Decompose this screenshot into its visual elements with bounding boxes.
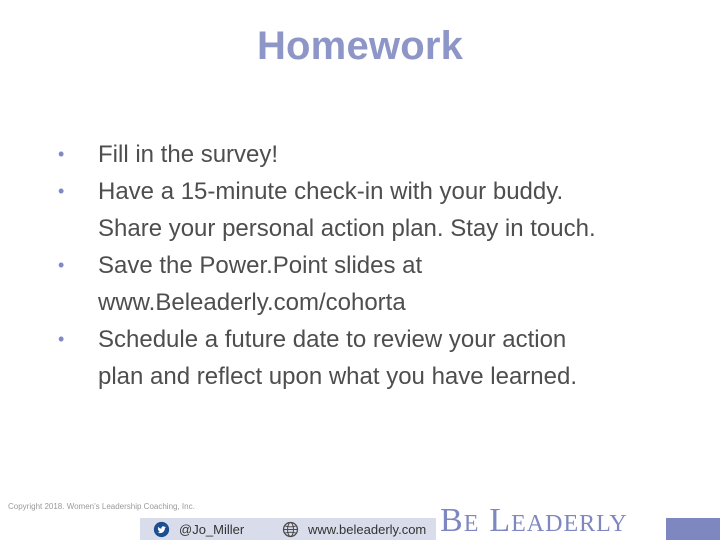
be-leaderly-logo — [440, 502, 628, 540]
logo-letter: L — [489, 502, 512, 539]
logo-letters: EADERLY — [511, 511, 628, 537]
footer-accent-block — [666, 518, 720, 540]
bullet-line: Share your personal action plan. Stay in touch. — [98, 215, 596, 242]
logo-letter: B — [440, 502, 464, 539]
website-contact — [282, 518, 426, 540]
homework-bullet-list — [58, 136, 698, 395]
bullet-icon: • — [58, 144, 65, 164]
bullet-line: Schedule a future date to review your action — [98, 326, 567, 353]
website-link[interactable]: www.beleaderly.com — [308, 521, 427, 537]
bullet-line: www.Beleaderly.com/cohorta — [98, 289, 406, 316]
bullet-line: Have a 15-minute check-in with your buddy. — [98, 178, 564, 205]
footer-contact-bar — [140, 518, 436, 540]
bullet-item-survey — [58, 136, 698, 173]
copyright-text: Copyright 2018. Women's Leadership Coaching, Inc. — [8, 502, 195, 511]
bullet-item-check-in — [58, 173, 698, 247]
bullet-line: Fill in the survey! — [98, 141, 279, 168]
bullet-item-save-slides — [58, 247, 698, 321]
bullet-icon: • — [58, 329, 65, 349]
bullet-icon: • — [58, 255, 65, 275]
bullet-line: plan and reflect upon what you have learned. — [98, 363, 578, 390]
slide-title: Homework — [256, 24, 464, 68]
bullet-icon: • — [58, 181, 65, 201]
globe-icon — [282, 521, 299, 538]
twitter-contact — [153, 518, 244, 540]
bullet-line: Save the Power.Point slides at — [98, 252, 423, 279]
twitter-icon — [153, 521, 170, 538]
twitter-handle[interactable]: @Jo_Miller — [179, 521, 245, 537]
logo-letters: E — [463, 511, 480, 537]
bullet-item-schedule-review — [58, 321, 698, 395]
